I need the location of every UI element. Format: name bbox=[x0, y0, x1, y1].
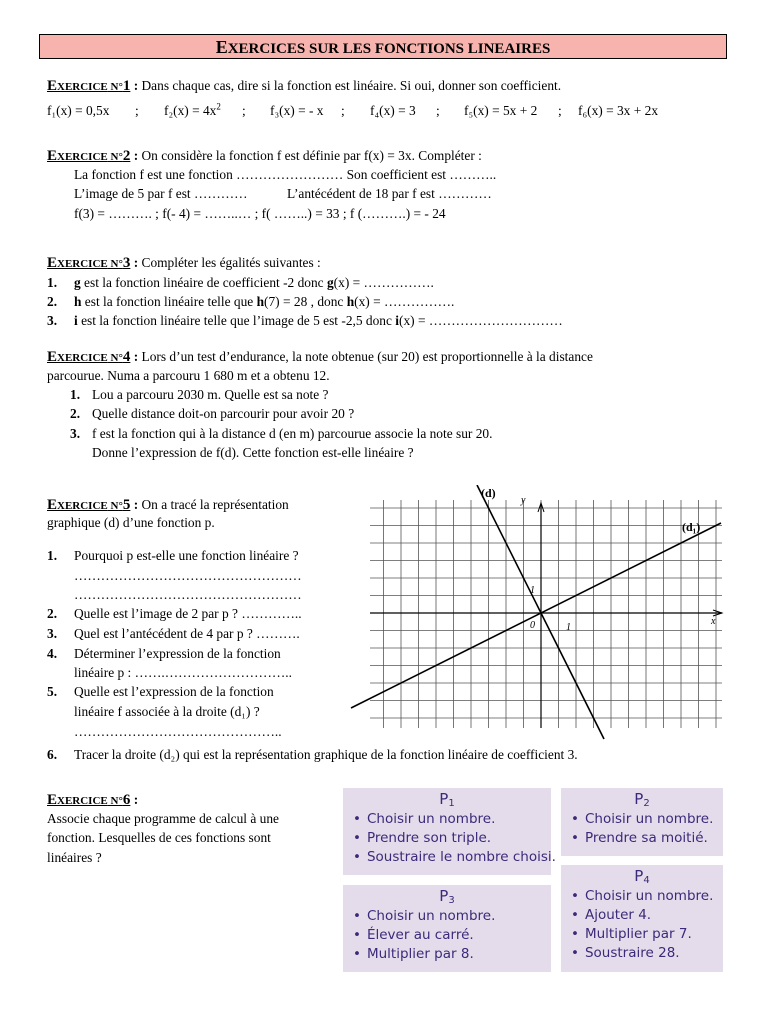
ex4-text1: Lors d’un test d’endurance, la note obtenue (sur 20) est proportionnelle à la distance bbox=[141, 349, 593, 364]
ex5-heading-line: EXERCICE N°5 : On a tracé la représentation bbox=[47, 497, 289, 513]
graph-grid bbox=[370, 500, 722, 728]
ex5-q4-num: 4. bbox=[47, 646, 58, 661]
ex5-q6-num: 6. bbox=[47, 747, 58, 762]
label-d1: (d₁) bbox=[682, 520, 701, 534]
program-title: $P_2$ bbox=[634, 790, 650, 809]
ex2-line3: f(3) = ………. ; f(- 4) = ……..… ; f( ……..) = 33 ; f (……….) = - 24 bbox=[74, 206, 446, 221]
ex5-q1-line2: …………………………………………… bbox=[74, 568, 302, 583]
program-step: • Prendre son triple. bbox=[343, 829, 551, 848]
graph-lines bbox=[351, 485, 721, 739]
ex6-heading: EXERCICE N°6 bbox=[47, 792, 131, 808]
ex5-text1: On a tracé la représentation bbox=[141, 497, 289, 512]
ex4-item-3: 3. bbox=[70, 426, 81, 441]
program-title: $P_3$ bbox=[439, 887, 455, 906]
program-card-p2 bbox=[561, 788, 723, 856]
label-unit-x: 1 bbox=[566, 622, 571, 633]
ex3-item-1-text: g est la fonction linéaire de coefficient -2 donc g(x) = ……………. bbox=[74, 275, 434, 290]
ex5-q6-text: Tracer la droite (d₂) qui est la représentation graphique de la fonction linéaire de coefficient 3. bbox=[74, 747, 578, 762]
linear-functions-graph bbox=[350, 485, 728, 740]
ex3-instruction: Compléter les égalités suivantes : bbox=[141, 255, 321, 270]
ex1-f5: f₅(x) = 5x + 2 bbox=[464, 103, 538, 118]
ex2-heading-line: EXERCICE N°2 : On considère la fonction f est définie par f(x) = 3x. Compléter : bbox=[47, 148, 482, 164]
ex5-text2: graphique (d) d’une fonction p. bbox=[47, 515, 215, 530]
program-step: • Multiplier par 8. bbox=[343, 945, 551, 964]
ex3-heading-line: EXERCICE N°3 : Compléter les égalités suivantes : bbox=[47, 255, 321, 271]
ex4-heading: EXERCICE N°4 bbox=[47, 349, 131, 365]
ex1-f3: f₃(x) = - x bbox=[270, 103, 324, 118]
ex3-item-3-text: i est la fonction linéaire telle que l’image de 5 est -2,5 donc i(x) = ………………………… bbox=[74, 313, 563, 328]
page-title: EXERCICES SUR LES FONCTIONS LINEAIRES bbox=[39, 34, 727, 59]
ex5-q3-text: Quel est l’antécédent de 4 par p ? ………. bbox=[74, 626, 300, 641]
ex5-q1-line3: …………………………………………… bbox=[74, 587, 302, 602]
ex1-heading-line: EXERCICE N°1 : Dans chaque cas, dire si la fonction est linéaire. Si oui, donner son coefficient. bbox=[47, 78, 562, 94]
ex3-item-3: 3. bbox=[47, 313, 58, 328]
ex3-heading: EXERCICE N°3 bbox=[47, 255, 131, 271]
label-origin: 0 bbox=[530, 620, 535, 631]
ex5-q5-line2: linéaire f associée à la droite (d₁) ? bbox=[74, 704, 260, 719]
ex5-q3-num: 3. bbox=[47, 626, 58, 641]
ex5-q1-num: 1. bbox=[47, 548, 58, 563]
ex4-item-2: 2. bbox=[70, 406, 81, 421]
ex4-tail: Donne l’expression de f(d). Cette fonction est-elle linéaire ? bbox=[92, 445, 414, 460]
graph-axes bbox=[370, 503, 722, 728]
ex1-sep: ; bbox=[242, 103, 246, 118]
ex1-f4: f₄(x) = 3 bbox=[370, 103, 416, 118]
ex6-text3: linéaires ? bbox=[47, 850, 102, 865]
program-step: • Soustraire le nombre choisi. bbox=[343, 848, 551, 867]
ex1-f2: $f_2(x) = 4x^2$ bbox=[164, 101, 221, 118]
ex2-line1: La fonction f est une fonction …………………… Son coefficient est ……….. bbox=[74, 167, 497, 182]
program-step: • Choisir un nombre. bbox=[561, 887, 723, 906]
ex2-line2b: L’antécédent de 18 par f est ………… bbox=[287, 186, 492, 201]
ex6-text1: Associe chaque programme de calcul à une bbox=[47, 811, 280, 826]
label-d: (d) bbox=[481, 486, 496, 500]
ex6-text2: fonction. Lesquelles de ces fonctions sont bbox=[47, 830, 271, 845]
ex4-item-1: 1. bbox=[70, 387, 81, 402]
ex5-q4-line2: linéaire p : …….……………………….. bbox=[74, 665, 292, 680]
program-step: • Choisir un nombre. bbox=[343, 907, 551, 926]
ex5-heading: EXERCICE N°5 bbox=[47, 497, 131, 513]
ex2-heading: EXERCICE N°2 bbox=[47, 148, 131, 164]
ex5-q5-line3: ……………………………………….. bbox=[74, 724, 282, 739]
ex2-line2a: L’image de 5 par f est ………… bbox=[74, 186, 248, 201]
label-x-axis: x bbox=[711, 616, 716, 627]
ex4-item-3-text: f est la fonction qui à la distance d (en m) parcourue associe la note sur 20. bbox=[92, 426, 493, 441]
ex4-item-1-text: Lou a parcouru 2030 m. Quelle est sa note ? bbox=[92, 387, 329, 402]
program-step: • Élever au carré. bbox=[343, 926, 551, 945]
ex1-heading: EXERCICE N°1 bbox=[47, 78, 131, 94]
ex3-item-2-text: h est la fonction linéaire telle que h(7) = 28 , donc h(x) = ……………. bbox=[74, 294, 455, 309]
ex5-q2-num: 2. bbox=[47, 606, 58, 621]
ex1-sep: ; bbox=[341, 103, 345, 118]
ex1-f6: f₆(x) = 3x + 2x bbox=[578, 103, 659, 118]
ex1-sep: ; bbox=[135, 103, 139, 118]
program-card-p3 bbox=[343, 885, 551, 972]
ex6-heading-line: EXERCICE N°6 : bbox=[47, 792, 139, 808]
ex5-q2-text: Quelle est l’image de 2 par p ? ………….. bbox=[74, 606, 302, 621]
program-step: • Multiplier par 7. bbox=[561, 925, 723, 944]
ex3-item-1: 1. bbox=[47, 275, 58, 290]
ex5-q5-num: 5. bbox=[47, 684, 58, 699]
ex5-q5-line1: Quelle est l’expression de la fonction bbox=[74, 684, 274, 699]
ex4-heading-line: EXERCICE N°4 : Lors d’un test d’endurance, la note obtenue (sur 20) est proportionnelle à la distance bbox=[47, 349, 593, 365]
program-title: $P_1$ bbox=[439, 790, 455, 809]
ex1-sep: ; bbox=[436, 103, 440, 118]
program-step: • Choisir un nombre. bbox=[561, 810, 723, 829]
ex5-q1-line1: Pourquoi p est-elle une fonction linéaire ? bbox=[74, 548, 299, 563]
program-title: $P_4$ bbox=[634, 867, 650, 886]
program-card-p4 bbox=[561, 865, 723, 972]
ex1-f1: f₁(x) = 0,5x bbox=[47, 103, 110, 118]
program-step: • Choisir un nombre. bbox=[343, 810, 551, 829]
ex3-item-2: 2. bbox=[47, 294, 58, 309]
program-step: • Ajouter 4. bbox=[561, 906, 723, 925]
ex1-sep: ; bbox=[558, 103, 562, 118]
label-unit-y: 1 bbox=[530, 585, 535, 596]
ex4-text2: parcourue. Numa a parcouru 1 680 m et a obtenu 12. bbox=[47, 368, 330, 383]
ex5-q4-line1: Déterminer l’expression de la fonction bbox=[74, 646, 281, 661]
program-card-p1 bbox=[343, 788, 556, 875]
ex4-item-2-text: Quelle distance doit-on parcourir pour avoir 20 ? bbox=[92, 406, 355, 421]
program-step: • Prendre sa moitié. bbox=[561, 829, 723, 848]
ex1-instruction: Dans chaque cas, dire si la fonction est linéaire. Si oui, donner son coefficient. bbox=[141, 78, 562, 93]
label-y-axis: y bbox=[521, 495, 526, 506]
ex2-instruction: On considère la fonction f est définie par f(x) = 3x. Compléter : bbox=[141, 148, 482, 163]
line-d1 bbox=[351, 523, 721, 708]
program-step: • Soustraire 28. bbox=[561, 944, 723, 963]
